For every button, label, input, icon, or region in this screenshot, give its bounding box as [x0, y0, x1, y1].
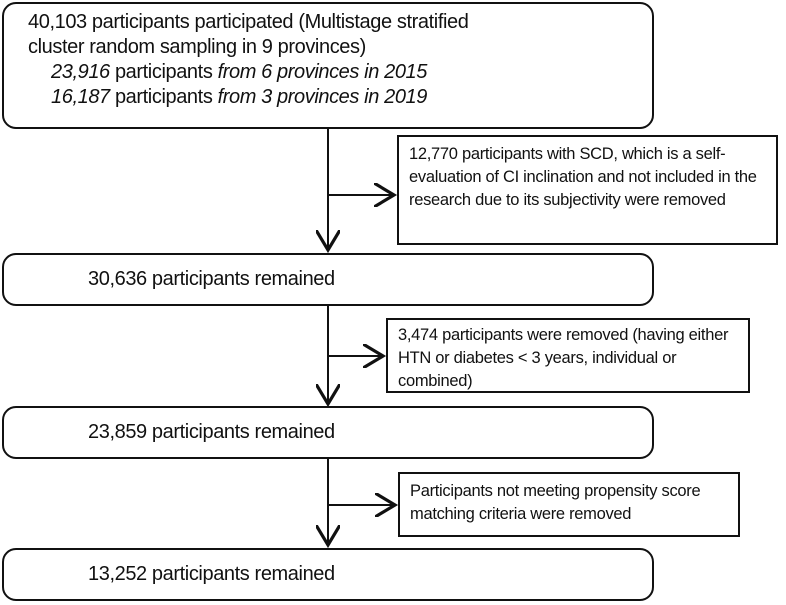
start-line-1: 40,103 participants participated (Multistage stratified — [28, 11, 469, 33]
start-line-4-mid: participants — [109, 86, 218, 108]
start-line-3 — [28, 60, 652, 85]
count-2019: 16,187 — [51, 86, 110, 108]
start-box — [2, 2, 654, 129]
start-line-4 — [28, 85, 652, 110]
count-2015: 23,916 — [51, 61, 110, 83]
start-line-3-tail: from 6 provinces in 2015 — [217, 61, 427, 83]
exclusion-box-1: 12,770 participants with SCD, which is a self-evaluation of CI inclination and not included in the research due to its subjectivity were removed — [397, 135, 778, 245]
exclusion-box-3: Participants not meeting propensity score matching criteria were removed — [398, 472, 740, 537]
exclusion-box-2: 3,474 participants were removed (having either HTN or diabetes < 3 years, individual or combined) — [386, 318, 750, 393]
start-line-2: cluster random sampling in 9 provinces) — [28, 36, 366, 58]
final-box: 13,252 participants remained — [2, 548, 654, 601]
step3-box: 23,859 participants remained — [2, 406, 654, 459]
start-line-4-tail: from 3 provinces in 2019 — [217, 86, 427, 108]
step2-box: 30,636 participants remained — [2, 253, 654, 306]
start-line-3-mid: participants — [109, 61, 218, 83]
